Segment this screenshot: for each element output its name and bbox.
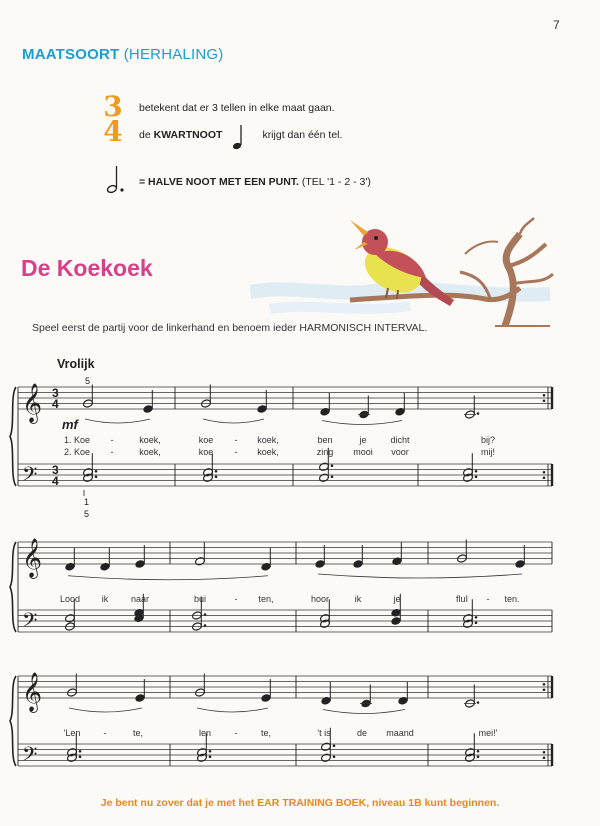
chord-dot <box>79 755 82 758</box>
chord-dot <box>79 750 82 753</box>
lyric-system-2: naar <box>130 594 150 604</box>
tree-trunk <box>505 234 520 326</box>
lyric-system-2: ik <box>101 594 109 604</box>
tempo-marking: Vrolijk <box>57 357 95 371</box>
lyric-system-3: len <box>198 728 212 738</box>
quarter-note-icon <box>232 122 246 152</box>
repeat-dot <box>543 399 546 402</box>
time-signature-bottom: 4 <box>103 115 123 148</box>
lyric-system-3: mei!' <box>478 728 498 738</box>
chord-dot <box>333 744 336 747</box>
footer-post: , niveau 1B kunt beginnen. <box>366 797 500 809</box>
lyric-verse-1: je <box>359 435 367 445</box>
bass-clef: 𝄢 <box>22 463 38 491</box>
bird-eye <box>374 236 378 240</box>
system-2 <box>10 539 552 637</box>
lh-fingering-top: 1 <box>84 497 90 507</box>
lyric-system-2: je <box>393 594 401 604</box>
lyric-system-3: - <box>103 728 107 738</box>
instruction-text: Speel eerst de partij voor de linkerhand en benoem ieder HARMONISCH INTERVAL. <box>32 322 428 334</box>
dotted-half-label: = HALVE NOOT MET EEN PUNT. <box>139 176 299 188</box>
lyric-verse-2: mij! <box>481 447 495 457</box>
bass-clef: 𝄢 <box>22 743 38 771</box>
repeat-dot <box>543 683 546 686</box>
bass-time-sig-top: 3 <box>52 463 59 477</box>
section-title <box>22 46 223 63</box>
explanation-line-1: betekent dat er 3 tellen in elke maat gaan. <box>139 102 335 114</box>
lyric-verse-1: koe <box>198 435 214 445</box>
dynamic-marking: mf <box>62 417 78 432</box>
lyric-system-2: - <box>486 594 490 604</box>
repeat-dot <box>543 471 546 474</box>
system-3 <box>10 673 552 771</box>
bass-clef: 𝄢 <box>22 609 38 637</box>
cloud-shading-2 <box>270 306 410 309</box>
note-dot <box>477 412 480 415</box>
lh-fingering-bottom: 5 <box>84 509 90 519</box>
grand-staff-brace <box>10 542 16 632</box>
phrase-slur <box>318 574 522 578</box>
repeat-dot <box>543 688 546 691</box>
section-title-rest: (HERHALING) <box>119 46 224 63</box>
lyric-verse-1: - <box>234 435 238 445</box>
song-title: De Koekoek <box>21 255 153 281</box>
lyric-system-2: fluI <box>455 594 469 604</box>
time-signature <box>101 90 125 148</box>
lyric-system-3: maand <box>386 728 414 738</box>
chord-dot <box>331 464 334 467</box>
chord-dot <box>475 616 478 619</box>
explanation-line-3 <box>139 176 371 188</box>
chord-dot <box>204 613 207 616</box>
phrase-slur <box>69 708 142 712</box>
section-title-bold: MAATSOORT <box>22 46 120 63</box>
lyric-verse-1: bij? <box>480 435 496 445</box>
lyric-verse-2: koe <box>198 447 214 457</box>
repeat-dot <box>543 394 546 397</box>
lyric-system-3: te, <box>132 728 144 738</box>
treble-clef: 𝄞 <box>22 673 43 711</box>
footer-bold: EAR TRAINING BOEK <box>257 797 367 809</box>
lyric-system-3: de <box>356 728 368 738</box>
chord-dot <box>215 470 218 473</box>
page-number: 7 <box>553 18 560 32</box>
chord-dot <box>204 624 207 627</box>
lyric-system-2: ik <box>354 594 362 604</box>
footer-pre: Je bent nu zover dat je met het <box>100 797 258 809</box>
phrase-slur <box>85 419 150 423</box>
repeat-dot <box>543 476 546 479</box>
chord-dot <box>209 755 212 758</box>
chord-dot <box>95 470 98 473</box>
grand-staff-brace <box>10 387 16 486</box>
time-signature-top: 3 <box>103 90 123 123</box>
chord-dot <box>333 755 336 758</box>
lyric-verse-2: voor <box>391 447 409 457</box>
footer-note <box>0 797 600 809</box>
lyric-system-2: hoor <box>310 594 330 604</box>
treble-clef: 𝄞 <box>22 384 43 422</box>
lyric-system-2: ten. <box>504 594 520 604</box>
lyric-verse-2: koek, <box>139 447 161 457</box>
lyric-verse-1: 1. Koe <box>63 435 91 445</box>
chord-dot <box>475 475 478 478</box>
chord-dot <box>477 750 480 753</box>
phrase-slur <box>68 576 268 580</box>
treble-time-sig-bottom: 4 <box>52 397 59 411</box>
lyric-system-2: - <box>234 594 238 604</box>
chord-dot <box>95 475 98 478</box>
lyric-system-3: te, <box>260 728 272 738</box>
kwartnoot-label: KWARTNOOT <box>153 129 223 141</box>
treble-clef: 𝄞 <box>22 539 43 577</box>
lyric-verse-2: koek, <box>257 447 279 457</box>
chord-dot <box>331 475 334 478</box>
lyric-system-3: 't is <box>317 728 331 738</box>
lyric-verse-1: ben <box>317 435 333 445</box>
music-score <box>0 370 600 795</box>
treble-time-sig-top: 3 <box>52 386 59 400</box>
bird-illustration <box>250 214 560 334</box>
lyric-verse-1: - <box>110 435 114 445</box>
explanation-line-2-pre: de <box>139 129 154 141</box>
system-1 <box>10 376 552 519</box>
repeat-dot <box>543 756 546 759</box>
bird-beak-top <box>350 220 368 236</box>
lyric-verse-2: mooi <box>353 447 373 457</box>
chord-dot <box>477 755 480 758</box>
lyric-verse-2: 2. Koe <box>63 447 91 457</box>
lyric-verse-2: - <box>110 447 114 457</box>
lyric-system-2: Lood <box>59 594 81 604</box>
lyric-system-2: bui <box>193 594 207 604</box>
repeat-dot <box>543 751 546 754</box>
lyric-verse-2: zing <box>316 447 334 457</box>
dotted-half-count: (TEL '1 - 2 - 3') <box>298 176 371 188</box>
lyric-system-2: ten, <box>258 594 274 604</box>
chord-dot <box>209 750 212 753</box>
lyric-verse-1: dicht <box>390 435 410 445</box>
phrase-slur <box>203 419 264 423</box>
lyric-verse-1: koek, <box>257 435 279 445</box>
phrase-slur <box>323 710 405 714</box>
chord-dot <box>475 470 478 473</box>
rh-fingering: 5 <box>85 376 91 386</box>
lyric-system-3: - <box>234 728 238 738</box>
bass-time-sig-bottom: 4 <box>52 474 59 488</box>
lyric-verse-2: - <box>234 447 238 457</box>
explanation-line-2-post: krijgt dan één tel. <box>262 129 343 141</box>
note-dot <box>477 701 480 704</box>
chord-dot <box>475 621 478 624</box>
lyric-system-3: 'Len <box>63 728 81 738</box>
lyric-verse-1: koek, <box>139 435 161 445</box>
phrase-slur <box>197 708 268 712</box>
dotted-half-note-icon <box>106 163 128 195</box>
phrase-slur <box>322 421 402 425</box>
chord-dot <box>215 475 218 478</box>
grand-staff-brace <box>10 676 16 766</box>
